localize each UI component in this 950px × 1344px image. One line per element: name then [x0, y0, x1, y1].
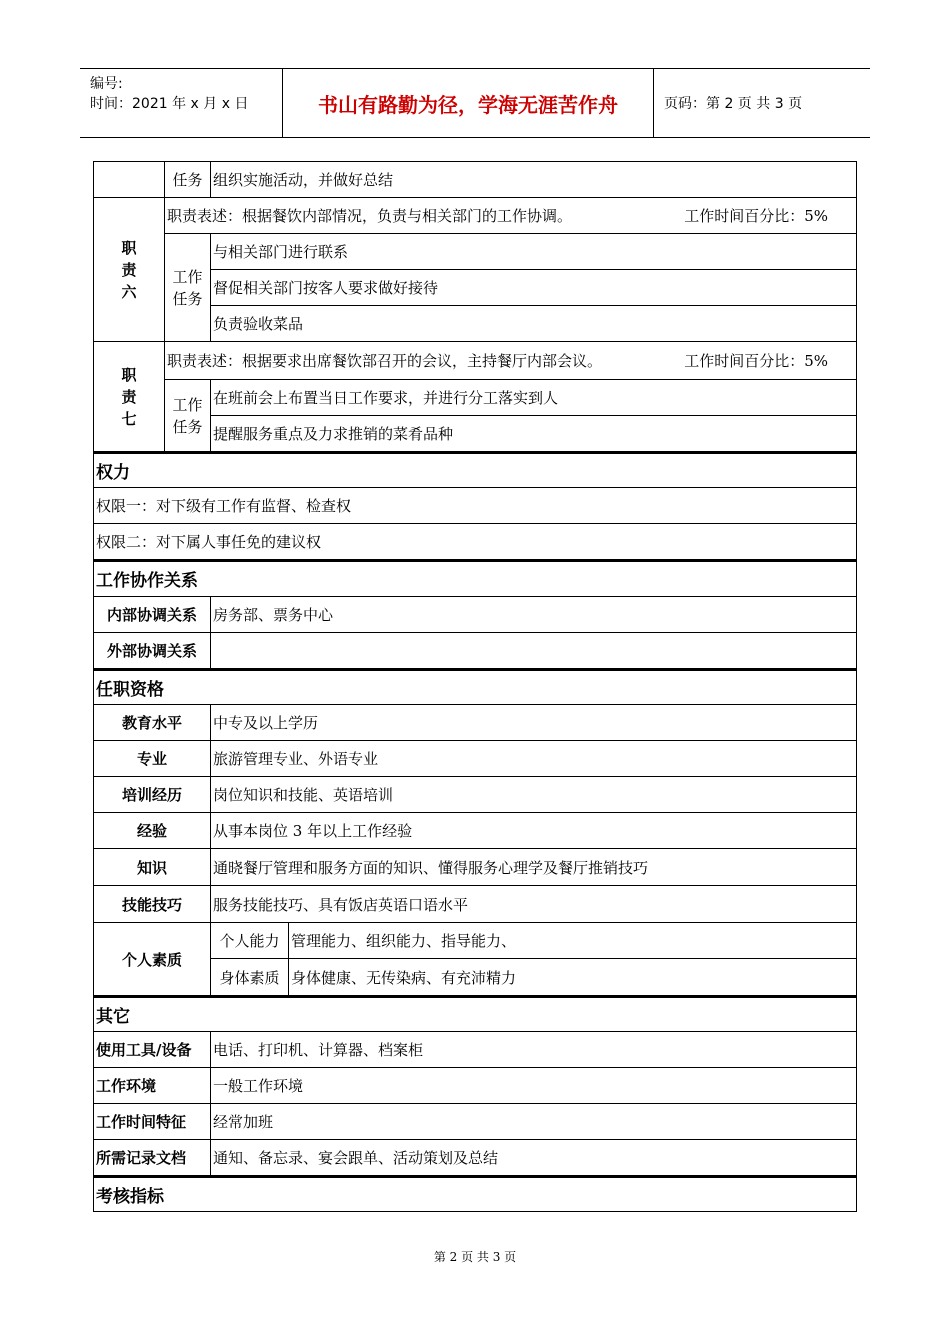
- relations-title: 工作协作关系: [93, 560, 857, 597]
- duty6-percent: 工作时间百分比：5%: [684, 207, 828, 225]
- other-label: 使用工具/设备: [93, 1031, 211, 1068]
- duty7-task-2: 提醒服务重点及力求推销的菜肴品种: [210, 415, 857, 452]
- duty7-label: 职 责 七: [93, 341, 165, 452]
- header-page-label: 页码：第 2 页 共 3 页: [664, 96, 803, 112]
- qualification-label: 知识: [93, 848, 211, 886]
- other-value: 通知、备忘录、宴会跟单、活动策划及总结: [210, 1139, 857, 1176]
- other-value: 经常加班: [210, 1103, 857, 1140]
- duty5-label-cell: [93, 161, 165, 198]
- other-value: 电话、打印机、计算器、档案柜: [210, 1031, 857, 1068]
- page-footer: 第 2 页 共 3 页: [433, 1250, 517, 1264]
- assessment-title: 考核指标: [93, 1176, 857, 1212]
- authority-item-1: 权限一：对下级有工作有监督、检查权: [93, 487, 857, 524]
- personal-quality-label: 个人素质: [93, 922, 211, 996]
- doc-time-label: 时间：2021 年 x 月 x 日: [90, 96, 249, 112]
- qualification-value: 从事本岗位 3 年以上工作经验: [210, 812, 857, 849]
- qualification-title: 任职资格: [93, 669, 857, 705]
- duty6-task-3: 负责验收菜品: [210, 305, 857, 342]
- duty6-statement-row: [164, 197, 857, 234]
- header-motto: 书山有路勤为径，学海无涯苦作舟: [283, 69, 654, 137]
- duty7-task-1: 在班前会上布置当日工作要求，并进行分工落实到人: [210, 379, 857, 416]
- external-relations-label: 外部协调关系: [93, 632, 211, 669]
- qualification-value: 旅游管理专业、外语专业: [210, 740, 857, 777]
- duty7-statement: 职责表述：根据要求出席餐饮部召开的会议，主持餐厅内部会议。: [167, 352, 603, 370]
- personal-sub-label: 个人能力: [210, 922, 289, 959]
- page-header: [80, 68, 870, 138]
- duty5-task: 组织实施活动，并做好总结: [210, 161, 857, 198]
- header-meta: [80, 69, 283, 137]
- external-relations-value: [210, 632, 857, 669]
- duty6-task-1: 与相关部门进行联系: [210, 233, 857, 270]
- qualification-label: 教育水平: [93, 704, 211, 741]
- other-label: 工作时间特征: [93, 1103, 211, 1140]
- other-label: 所需记录文档: [93, 1139, 211, 1176]
- duty6-label: 职 责 六: [93, 197, 165, 342]
- authority-title: 权力: [93, 452, 857, 488]
- qualification-value: 通晓餐厅管理和服务方面的知识、懂得服务心理学及餐厅推销技巧: [210, 848, 857, 886]
- duty7-task-label: 工作 任务: [164, 379, 211, 452]
- duty7-statement-row: [164, 341, 857, 380]
- duty6-statement: 职责表述：根据餐饮内部情况，负责与相关部门的工作协调。: [167, 207, 573, 225]
- other-value: 一般工作环境: [210, 1067, 857, 1104]
- doc-number-label: 编号:: [90, 76, 123, 92]
- other-title: 其它: [93, 996, 857, 1032]
- duty6-task-2: 督促相关部门按客人要求做好接待: [210, 269, 857, 306]
- duty7-percent: 工作时间百分比：5%: [684, 352, 828, 370]
- duty5-task-label: 任务: [164, 161, 211, 198]
- qualification-label: 培训经历: [93, 776, 211, 813]
- qualification-value: 服务技能技巧、具有饭店英语口语水平: [210, 885, 857, 923]
- qualification-value: 中专及以上学历: [210, 704, 857, 741]
- qualification-label: 专业: [93, 740, 211, 777]
- qualification-label: 技能技巧: [93, 885, 211, 923]
- internal-relations-label: 内部协调关系: [93, 596, 211, 633]
- personal-sub-value: 身体健康、无传染病、有充沛精力: [288, 958, 857, 996]
- qualification-label: 经验: [93, 812, 211, 849]
- qualification-value: 岗位知识和技能、英语培训: [210, 776, 857, 813]
- personal-sub-label: 身体素质: [210, 958, 289, 996]
- personal-sub-value: 管理能力、组织能力、指导能力、: [288, 922, 857, 959]
- internal-relations-value: 房务部、票务中心: [210, 596, 857, 633]
- other-label: 工作环境: [93, 1067, 211, 1104]
- authority-item-2: 权限二：对下属人事任免的建议权: [93, 523, 857, 560]
- duty6-task-label: 工作 任务: [164, 233, 211, 342]
